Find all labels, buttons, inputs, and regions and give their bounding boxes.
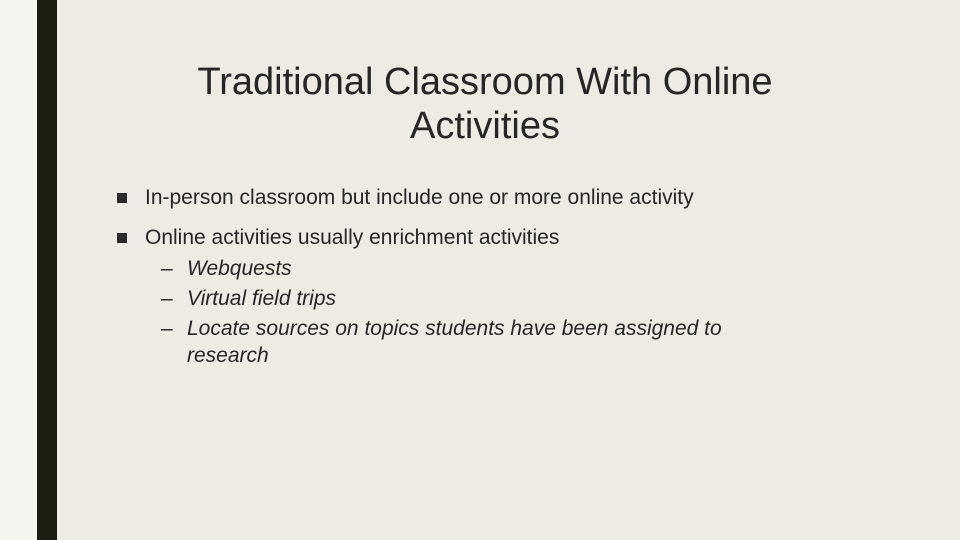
sub-bullet-item	[145, 282, 807, 312]
slide-title	[120, 60, 850, 148]
sub-bullet-item	[145, 312, 807, 369]
sub-bullet-list	[145, 252, 912, 369]
dash-bullet-icon: –	[161, 317, 173, 340]
bullet-item	[112, 184, 912, 212]
sub-bullet-text: Locate sources on topics students have been assigned to research	[187, 317, 722, 367]
accent-bar	[37, 0, 57, 540]
bullet-text: Online activities usually enrichment activities	[145, 226, 560, 249]
sub-bullet-text: Webquests	[187, 257, 292, 280]
sub-bullet-text: Virtual field trips	[187, 287, 337, 310]
left-margin-strip	[0, 0, 37, 540]
dash-bullet-icon: –	[161, 257, 173, 280]
bullet-text: In-person classroom but include one or more online activity	[145, 186, 694, 209]
bullet-item	[112, 224, 912, 369]
dash-bullet-icon: –	[161, 287, 173, 310]
square-bullet-icon	[117, 233, 127, 243]
bullet-list	[112, 184, 912, 369]
title-line-2: Activities	[410, 105, 560, 147]
square-bullet-icon	[117, 193, 127, 203]
sub-bullet-item	[145, 252, 807, 282]
title-line-1: Traditional Classroom With Online	[197, 61, 773, 103]
